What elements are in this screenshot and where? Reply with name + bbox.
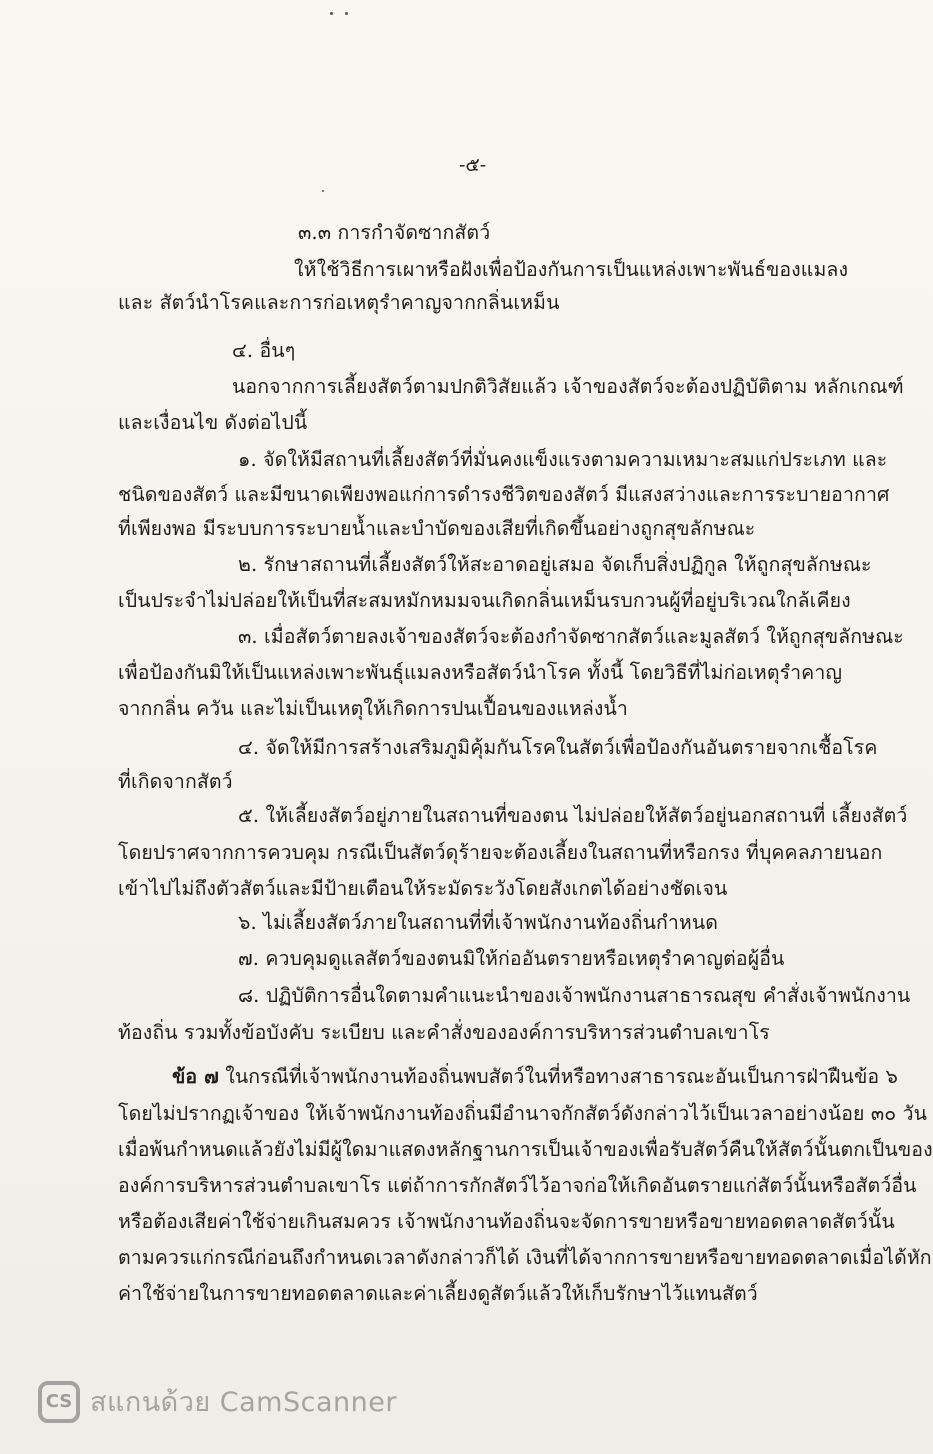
section-3-3-line: ให้ใช้วิธีการเผาหรือฝังเพื่อป้องกันการเป็นแหล่งเพาะพันธ์ของแมลง [294, 258, 849, 281]
scan-speck [345, 12, 348, 15]
item-5-line: โดยปราศจากการควบคุม กรณีเป็นสัตว์ดุร้ายจะต้องเลี้ยงในสถานที่หรือกรง ที่บุคคลภายนอก [118, 841, 883, 864]
item-1-line: ที่เพียงพอ มีระบบการระบายน้ำและบำบัดของเสียที่เกิดขึ้นอย่างถูกสุขลักษณะ [118, 517, 756, 540]
section-3-3-line: และ สัตว์นำโรคและการก่อเหตุรำคาญจากกลิ่นเหม็น [118, 291, 560, 314]
item-5-line: เข้าไปไม่ถึงตัวสัตว์และมีป้ายเตือนให้ระมัดระวังโดยสังเกตได้อย่างชัดเจน [118, 877, 728, 900]
article-7-first-line-text: ในกรณีที่เจ้าพนักงานท้องถิ่นพบสัตว์ในที่หรือทางสาธารณะอันเป็นการฝ่าฝืนข้อ ๖ [218, 1065, 898, 1088]
article-7-line: เมื่อพ้นกำหนดแล้วยังไม่มีผู้ใดมาแสดงหลักฐานการเป็นเจ้าของเพื่อรับสัตว์คืนให้สัตว์นั้นตกเป็นของ [118, 1138, 933, 1161]
camscanner-logo-icon: CS [38, 1381, 80, 1423]
item-3-line: จากกลิ่น ควัน และไม่เป็นเหตุให้เกิดการปนเปื้อนของแหล่งน้ำ [118, 697, 628, 720]
scan-speck [330, 12, 333, 15]
article-7-line: ตามควรแก่กรณีก่อนถึงกำหนดเวลาดังกล่าวก็ได้ เงินที่ได้จากการขายหรือขายทอดตลาดเมื่อได้หัก [118, 1246, 932, 1269]
item-2-line: ๒. รักษาสถานที่เลี้ยงสัตว์ให้สะอาดอยู่เสมอ จัดเก็บสิ่งปฏิกูล ให้ถูกสุขลักษณะ [238, 553, 872, 576]
article-7-label: ข้อ ๗ [172, 1065, 219, 1088]
item-2-line: เป็นประจำไม่ปล่อยให้เป็นที่สะสมหมักหมมจนเกิดกลิ่นเหม็นรบกวนผู้ที่อยู่บริเวณใกล้เคียง [118, 589, 851, 612]
item-1-line: ชนิดของสัตว์ และมีขนาดเพียงพอแก่การดำรงชีวิตของสัตว์ มีแสงสว่างและการระบายอากาศ [118, 483, 890, 506]
item-3-line: เพื่อป้องกันมิให้เป็นแหล่งเพาะพันธุ์แมลงหรือสัตว์นำโรค ทั้งนี้ โดยวิธีที่ไม่ก่อเหตุรำคาญ [118, 661, 843, 684]
article-7-line: โดยไม่ปรากฏเจ้าของ ให้เจ้าพนักงานท้องถิ่นมีอำนาจกักสัตว์ดังกล่าวไว้เป็นเวลาอย่างน้อย ๓๐ วัน [118, 1102, 928, 1125]
item-4-line: ๔. จัดให้มีการสร้างเสริมภูมิคุ้มกันโรคในสัตว์เพื่อป้องกันอันตรายจากเชื้อโรค [238, 736, 878, 759]
camscanner-watermark-text: สแกนด้วย CamScanner [90, 1387, 397, 1418]
article-7-line: ค่าใช้จ่ายในการขายทอดตลาดและค่าเลี้ยงดูสัตว์แล้วให้เก็บรักษาไว้แทนสัตว์ [118, 1282, 758, 1305]
item-3-line: ๓. เมื่อสัตว์ตายลงเจ้าของสัตว์จะต้องกำจัดซากสัตว์และมูลสัตว์ ให้ถูกสุขลักษณะ [238, 625, 904, 648]
item-8-line: ท้องถิ่น รวมทั้งข้อบังคับ ระเบียบ และคำสั่งขององค์การบริหารส่วนตำบลเขาโร [118, 1021, 770, 1044]
section-4-intro-line: และเงื่อนไข ดังต่อไปนี้ [118, 411, 308, 434]
item-6-line: ๖. ไม่เลี้ยงสัตว์ภายในสถานที่ที่เจ้าพนักงานท้องถิ่นกำหนด [238, 911, 719, 934]
page-number: -๕- [459, 154, 487, 176]
item-4-line: ที่เกิดจากสัตว์ [118, 770, 233, 793]
section-3-3-heading: ๓.๓ การกำจัดซากสัตว์ [298, 221, 491, 244]
section-4-intro-line: นอกจากการเลี้ยงสัตว์ตามปกติวิสัยแล้ว เจ้าของสัตว์จะต้องปฏิบัติตาม หลักเกณฑ์ [232, 375, 904, 398]
article-7-line: องค์การบริหารส่วนตำบลเขาโร แต่ถ้าการกักสัตว์ไว้อาจก่อให้เกิดอันตรายแก่สัตว์นั้นหรือสัตว์อื่น [118, 1174, 917, 1197]
section-4-heading: ๔. อื่นๆ [232, 339, 296, 362]
item-5-line: ๕. ให้เลี้ยงสัตว์อยู่ภายในสถานที่ของตน ไม่ปล่อยให้สัตว์อยู่นอกสถานที่ เลี้ยงสัตว์ [238, 804, 908, 827]
article-7-line: หรือต้องเสียค่าใช้จ่ายเกินสมควร เจ้าพนักงานท้องถิ่นจะจัดการขายหรือขายทอดตลาดสัตว์นั้น [118, 1210, 895, 1233]
item-1-line: ๑. จัดให้มีสถานที่เลี้ยงสัตว์ที่มั่นคงแข็งแรงตามความเหมาะสมแก่ประเภท และ [238, 448, 888, 471]
article-7-first-line [172, 1064, 898, 1090]
camscanner-watermark [38, 1380, 397, 1423]
scan-speck [322, 190, 324, 192]
item-7-line: ๗. ควบคุมดูแลสัตว์ของตนมิให้ก่ออันตรายหรือเหตุรำคาญต่อผู้อื่น [238, 947, 785, 970]
item-8-line: ๘. ปฏิบัติการอื่นใดตามคำแนะนำของเจ้าพนักงานสาธารณสุข คำสั่งเจ้าพนักงาน [238, 984, 911, 1007]
